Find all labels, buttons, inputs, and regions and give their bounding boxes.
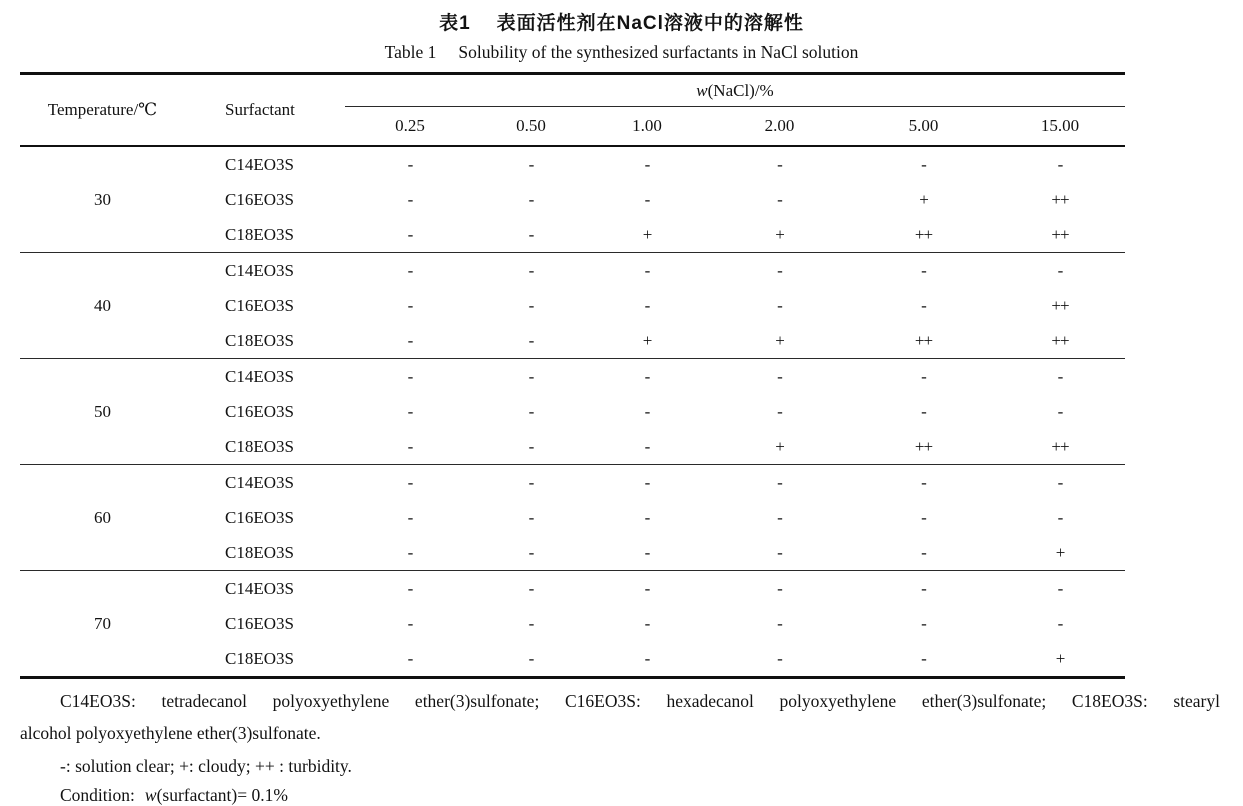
surfactant-cell: C16EO3S: [225, 401, 294, 421]
table-row: [185, 606, 1125, 641]
header-nacl-group: [345, 75, 1125, 145]
solubility-value-cell: -: [777, 189, 782, 209]
table-row: [185, 182, 1125, 217]
solubility-value-cell: -: [528, 472, 534, 492]
table-row: [185, 571, 1125, 606]
table-title-english: [0, 42, 1243, 63]
surfactant-cell: C18EO3S: [225, 436, 294, 456]
table-row: [185, 465, 1125, 500]
solubility-value-cell: -: [644, 613, 650, 633]
header-nacl-label: [345, 75, 1125, 107]
solubility-value-cell: -: [407, 507, 413, 527]
solubility-value-cell: -: [644, 401, 650, 421]
table-body: [20, 147, 1125, 679]
solubility-value-cell: -: [921, 542, 926, 562]
solubility-value-cell: -: [921, 154, 926, 174]
condition-label: Condition:: [60, 785, 135, 805]
table-title-en-number: Table 1: [384, 42, 437, 62]
solubility-value-cell: -: [777, 507, 782, 527]
solubility-value-cell: -: [644, 154, 650, 174]
concentration-header: 0.25: [395, 116, 425, 135]
solubility-table: [20, 72, 1125, 679]
table-row: [185, 641, 1125, 676]
surfactant-cell: C14EO3S: [225, 366, 294, 386]
solubility-value-cell: -: [1057, 472, 1063, 492]
solubility-value-cell: -: [407, 154, 413, 174]
table-title-chinese: [0, 0, 1243, 35]
surfactant-cell: C16EO3S: [225, 613, 294, 633]
solubility-value-cell: -: [644, 436, 650, 456]
solubility-value-cell: -: [921, 401, 926, 421]
solubility-value-cell: -: [407, 472, 413, 492]
solubility-value-cell: -: [777, 366, 782, 386]
solubility-value-cell: -: [528, 613, 534, 633]
concentration-header: 2.00: [764, 116, 795, 135]
solubility-value-cell: +: [775, 330, 784, 350]
concentration-header: 15.00: [1040, 116, 1080, 135]
solubility-value-cell: -: [1057, 260, 1063, 280]
solubility-value-cell: -: [407, 401, 413, 421]
solubility-value-cell: -: [644, 366, 650, 386]
table-title-cn-text: 表面活性剂在NaCl溶液中的溶解性: [496, 13, 804, 34]
solubility-value-cell: +: [775, 436, 784, 456]
table-row: [185, 429, 1125, 464]
solubility-value-cell: -: [407, 613, 413, 633]
table-header: [20, 72, 1125, 147]
concentration-header: 0.50: [516, 116, 546, 135]
solubility-value-cell: -: [407, 295, 413, 315]
solubility-value-cell: ++: [1051, 330, 1069, 350]
table-row: [185, 394, 1125, 429]
solubility-value-cell: -: [777, 472, 782, 492]
table-title-cn-number: 表1: [439, 13, 471, 34]
solubility-value-cell: -: [921, 472, 926, 492]
table-title-en-text: Solubility of the synthesized surfactants in NaCl solution: [458, 42, 859, 62]
solubility-value-cell: -: [777, 578, 782, 598]
solubility-value-cell: -: [407, 189, 413, 209]
solubility-value-cell: -: [1057, 154, 1063, 174]
solubility-value-cell: -: [407, 224, 413, 244]
solubility-value-cell: -: [1057, 366, 1063, 386]
solubility-value-cell: -: [644, 542, 650, 562]
surfactant-cell: C18EO3S: [225, 648, 294, 668]
solubility-value-cell: -: [528, 154, 534, 174]
surfactant-cell: C14EO3S: [225, 154, 294, 174]
temperature-group: [20, 359, 1125, 465]
solubility-value-cell: ++: [1051, 295, 1069, 315]
table-row: [185, 147, 1125, 182]
solubility-value-cell: ++: [914, 224, 933, 244]
solubility-value-cell: -: [407, 330, 413, 350]
solubility-value-cell: +: [919, 189, 928, 209]
solubility-value-cell: +: [1055, 648, 1065, 668]
solubility-value-cell: -: [644, 507, 650, 527]
temperature-cell: 50: [94, 401, 111, 421]
temperature-group: [20, 571, 1125, 679]
surfactant-cell: C16EO3S: [225, 507, 294, 527]
solubility-value-cell: -: [1057, 578, 1063, 598]
temperature-cell: 30: [94, 189, 111, 209]
table-row: [185, 500, 1125, 535]
nacl-symbol-w: w: [696, 80, 708, 100]
solubility-value-cell: -: [777, 542, 782, 562]
header-surfactant: Surfactant: [225, 100, 295, 119]
solubility-value-cell: -: [528, 224, 534, 244]
table-row: [185, 288, 1125, 323]
surfactant-cell: C14EO3S: [225, 472, 294, 492]
solubility-value-cell: -: [921, 366, 926, 386]
footnote-symbol-legend: -: solution clear; +: cloudy; ++ : turbidity.: [60, 756, 352, 776]
solubility-value-cell: -: [528, 436, 534, 456]
header-temperature: Temperature/℃: [47, 100, 158, 119]
solubility-value-cell: -: [1057, 401, 1063, 421]
solubility-value-cell: -: [644, 260, 650, 280]
solubility-value-cell: +: [1055, 542, 1065, 562]
solubility-value-cell: -: [644, 189, 650, 209]
solubility-value-cell: -: [407, 578, 413, 598]
solubility-value-cell: -: [777, 648, 782, 668]
temperature-group: [20, 147, 1125, 253]
temperature-cell: 40: [94, 295, 111, 315]
solubility-value-cell: -: [777, 295, 782, 315]
solubility-value-cell: -: [644, 648, 650, 668]
solubility-value-cell: -: [644, 295, 650, 315]
solubility-value-cell: -: [777, 401, 782, 421]
solubility-value-cell: -: [921, 295, 926, 315]
solubility-value-cell: -: [777, 613, 782, 633]
solubility-value-cell: ++: [1051, 436, 1069, 456]
footnote-definitions-line2: alcohol polyoxyethylene ether(3)sulfonate.: [20, 723, 321, 743]
solubility-value-cell: -: [921, 578, 926, 598]
solubility-value-cell: -: [407, 542, 413, 562]
solubility-value-cell: -: [777, 154, 782, 174]
footnote-condition: [20, 785, 1220, 806]
solubility-value-cell: -: [528, 260, 534, 280]
solubility-value-cell: -: [921, 260, 926, 280]
footnote-definitions-line1: C14EO3S: tetradecanol polyoxyethylene ether(3)sulfonate; C16EO3S: hexadecanol polyoxyethylene ether(3)sulfonate; C18EO3S: stearyl: [60, 691, 1220, 711]
solubility-value-cell: -: [528, 189, 534, 209]
temperature-cell: 60: [94, 507, 111, 527]
concentration-header: 1.00: [632, 116, 662, 135]
surfactant-cell: C18EO3S: [225, 330, 294, 350]
table-row: [185, 359, 1125, 394]
header-concentration-row: [345, 107, 1125, 145]
table-row: [185, 253, 1125, 288]
surfactant-cell: C16EO3S: [225, 295, 294, 315]
solubility-value-cell: -: [921, 613, 926, 633]
solubility-value-cell: -: [528, 648, 534, 668]
concentration-header: 5.00: [908, 116, 939, 135]
solubility-value-cell: ++: [914, 330, 933, 350]
solubility-value-cell: -: [528, 330, 534, 350]
solubility-value-cell: -: [921, 648, 926, 668]
solubility-value-cell: -: [407, 648, 413, 668]
table-row: [185, 217, 1125, 252]
temperature-group: [20, 253, 1125, 359]
solubility-value-cell: ++: [914, 436, 933, 456]
table-row: [185, 323, 1125, 358]
table-footnotes: [20, 691, 1220, 806]
solubility-value-cell: -: [1057, 507, 1063, 527]
surfactant-cell: C16EO3S: [225, 189, 294, 209]
condition-symbol-w: w: [144, 785, 157, 805]
solubility-value-cell: +: [642, 224, 652, 244]
solubility-value-cell: -: [528, 295, 534, 315]
solubility-value-cell: -: [528, 542, 534, 562]
solubility-value-cell: -: [777, 260, 782, 280]
solubility-value-cell: +: [775, 224, 784, 244]
solubility-value-cell: -: [407, 366, 413, 386]
solubility-value-cell: -: [921, 507, 926, 527]
surfactant-cell: C14EO3S: [225, 260, 294, 280]
solubility-value-cell: -: [644, 472, 650, 492]
solubility-value-cell: ++: [1051, 189, 1069, 209]
solubility-value-cell: -: [528, 401, 534, 421]
temperature-cell: 70: [94, 613, 111, 633]
solubility-value-cell: -: [528, 578, 534, 598]
solubility-value-cell: -: [644, 578, 650, 598]
surfactant-cell: C14EO3S: [225, 578, 294, 598]
solubility-value-cell: -: [1057, 613, 1063, 633]
solubility-value-cell: -: [528, 366, 534, 386]
surfactant-cell: C18EO3S: [225, 224, 294, 244]
table-row: [185, 535, 1125, 570]
solubility-value-cell: -: [528, 507, 534, 527]
nacl-unit: (NaCl)/%: [707, 80, 774, 100]
surfactant-cell: C18EO3S: [225, 542, 294, 562]
temperature-group: [20, 465, 1125, 571]
solubility-value-cell: ++: [1051, 224, 1069, 244]
condition-value: (surfactant)= 0.1%: [156, 785, 288, 805]
solubility-value-cell: +: [642, 330, 652, 350]
solubility-value-cell: -: [407, 260, 413, 280]
solubility-value-cell: -: [407, 436, 413, 456]
